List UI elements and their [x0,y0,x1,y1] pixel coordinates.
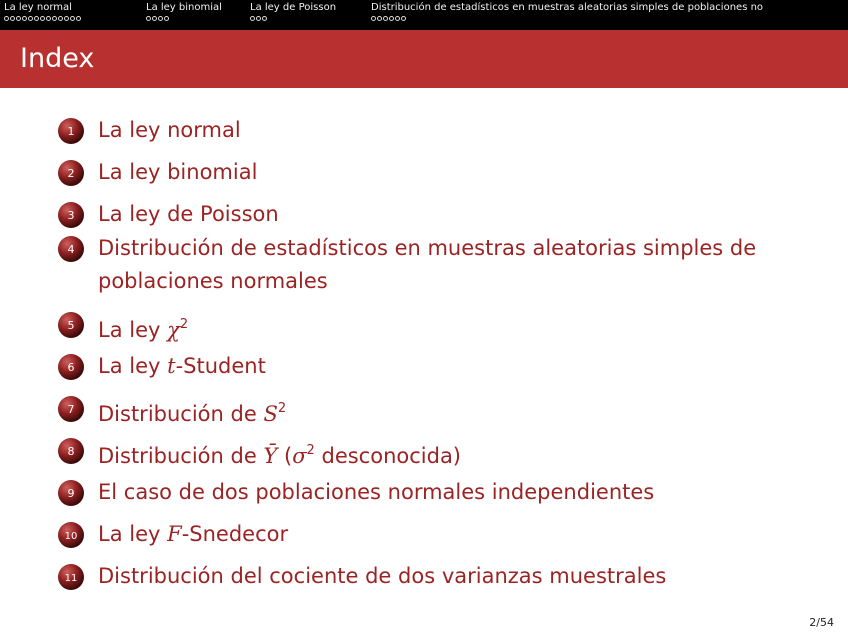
nav-section-title[interactable]: La ley binomial [146,2,222,13]
toc-item-label[interactable] [98,350,266,383]
numbered-ball-icon [56,436,86,466]
slide-dot-icon[interactable] [46,16,51,21]
superscript: 2 [277,401,287,416]
nav-section-dots[interactable] [250,16,336,24]
math-symbol: t [167,354,176,378]
label-text: La ley [98,354,168,378]
math-symbol: S [263,402,278,426]
nav-section-title[interactable]: Distribución de estadísticos en muestras aleatorias simples de poblaciones no [371,2,764,13]
slide-dot-icon[interactable] [28,16,33,21]
numbered-ball-icon [56,310,86,340]
toc-item-label[interactable]: El caso de dos poblaciones normales independientes [98,480,655,504]
nav-section-2[interactable] [146,2,222,24]
slide-dot-icon[interactable] [401,16,406,21]
label-text: La ley [98,318,168,342]
ball-number: 5 [67,319,75,332]
numbered-ball-icon [56,352,86,382]
slide-dot-icon[interactable] [70,16,75,21]
slide-dot-icon[interactable] [10,16,15,21]
superscript: 2 [306,443,315,458]
slide-dot-icon[interactable] [58,16,63,21]
ball-number: 1 [67,125,75,138]
numbered-ball-icon [56,562,86,592]
label-text: Distribución de [98,444,264,468]
frame-title-bar [0,30,848,88]
toc-item-label[interactable] [98,392,286,431]
nav-section-title[interactable]: La ley de Poisson [250,2,337,13]
superscript: 2 [179,317,189,332]
ball-number: 8 [67,445,75,458]
numbered-ball-icon [56,200,86,230]
slide-dot-icon[interactable] [4,16,9,21]
label-text: -Student [175,354,266,378]
ball-number: 10 [64,531,78,542]
toc-item-label[interactable]: La ley binomial [98,160,258,184]
math-symbol: F [167,522,182,546]
slide-dot-icon[interactable] [64,16,69,21]
section-navbar [0,0,848,30]
slide-dot-icon[interactable] [146,16,151,21]
slide-dot-icon[interactable] [76,16,81,21]
numbered-ball-icon [56,116,86,146]
math-symbol: χ [167,318,180,342]
toc-item-label[interactable] [98,434,461,473]
label-text: Distribución de [98,402,264,426]
slide-dot-icon[interactable] [262,16,267,21]
toc-item-label[interactable] [98,308,188,347]
numbered-ball-icon [56,394,86,424]
slide-dot-icon[interactable] [22,16,27,21]
toc-item-label[interactable]: Distribución del cociente de dos varianzas muestrales [98,564,667,588]
toc-item-label[interactable]: La ley normal [98,118,241,142]
nav-section-1[interactable] [4,2,82,24]
slide-dot-icon[interactable] [377,16,382,21]
slide-dot-icon[interactable] [371,16,376,21]
ball-number: 2 [67,167,75,180]
slide-dot-icon[interactable] [164,16,169,21]
toc-item-label[interactable] [98,518,288,551]
nav-section-4[interactable] [371,2,763,24]
nav-section-dots[interactable] [4,16,82,24]
ball-number: 11 [64,573,78,584]
nav-section-title[interactable]: La ley normal [4,2,72,13]
slide-dot-icon[interactable] [34,16,39,21]
nav-section-3[interactable] [250,2,336,24]
frame-title: Index [20,43,95,74]
numbered-ball-icon [56,520,86,550]
toc-item-label[interactable]: Distribución de estadísticos en muestras aleatorias simples de poblaciones normales [98,236,757,293]
slide-dot-icon[interactable] [152,16,157,21]
numbered-ball-icon [56,158,86,188]
slide-dot-icon[interactable] [158,16,163,21]
slide-dot-icon[interactable] [389,16,394,21]
slide-dot-icon[interactable] [40,16,45,21]
nav-section-dots[interactable] [371,16,763,24]
slide-dot-icon[interactable] [256,16,261,21]
ball-number: 3 [67,209,75,222]
nav-section-dots[interactable] [146,16,222,24]
slide-dot-icon[interactable] [16,16,21,21]
label-text: desconocida) [314,444,462,468]
slide-dot-icon[interactable] [250,16,255,21]
ball-number: 9 [67,487,75,500]
slide-dot-icon[interactable] [383,16,388,21]
slide-dot-icon[interactable] [52,16,57,21]
ball-number: 7 [67,403,75,416]
label-text: La ley [98,522,168,546]
slide-dot-icon[interactable] [395,16,400,21]
ball-number: 6 [67,361,75,374]
math-symbol: σ [292,444,307,468]
label-text: ( [277,444,293,468]
ball-number: 4 [67,243,75,256]
numbered-ball-icon [56,478,86,508]
math-symbol: Ȳ [263,444,278,468]
page-number: 2/54 [809,616,834,629]
label-text: -Snedecor [181,522,289,546]
toc-item-label[interactable]: La ley de Poisson [98,202,279,226]
numbered-ball-icon [56,234,86,264]
